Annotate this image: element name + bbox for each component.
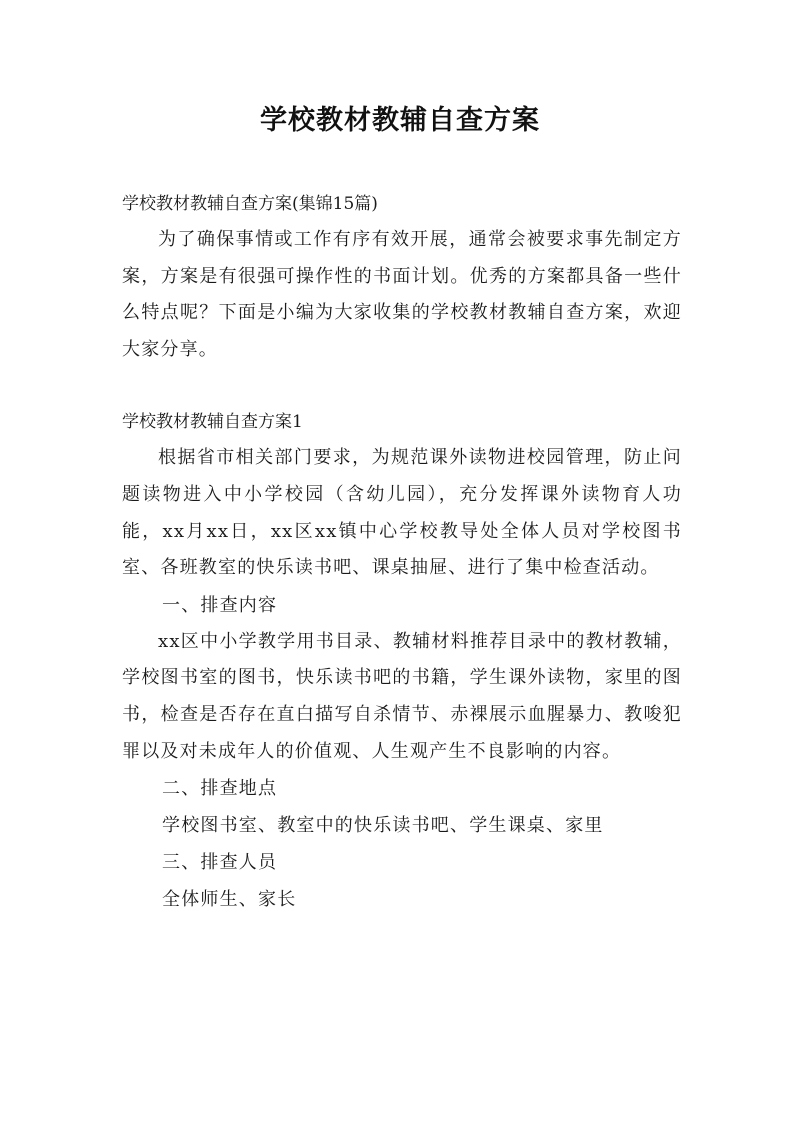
heading-check-content: 一、排查内容 xyxy=(162,594,278,616)
heading-check-location: 二、排查地点 xyxy=(162,778,278,800)
check-location-text: 学校图书室、教室中的快乐读书吧、学生课桌、家里 xyxy=(162,815,604,837)
intro-paragraph: 为了确保事情或工作有序有效开展，通常会被要求事先制定方案，方案是有很强可操作性的书面计划。优秀的方案都具备一些什么特点呢？下面是小编为大家收集的学校教材教辅自查方案，欢迎大家分享。 xyxy=(122,229,682,360)
document-subtitle: 学校教材教辅自查方案(集锦15篇) xyxy=(122,194,378,214)
check-content-paragraph: xx区中小学教学用书目录、教辅材料推荐目录中的教材教辅，学校图书室的图书，快乐读书吧的书籍，学生课外读物，家里的图书，检查是否存在直白描写自杀情节、赤裸展示血腥暴力、教唆犯罪以及对未成年人的价值观、人生观产生不良影响的内容。 xyxy=(122,630,682,762)
section-title-1: 学校教材教辅自查方案1 xyxy=(122,412,303,433)
check-personnel-text: 全体师生、家长 xyxy=(162,889,297,911)
paragraph-gap xyxy=(122,368,682,404)
section-1-paragraph: 根据省市相关部门要求，为规范课外读物进校园管理，防止问题读物进入中小学校园（含幼儿园），充分发挥课外读物育人功能，xx月xx日，xx区xx镇中心学校教导处全体人员对学校图书室、各班教室的快乐读书吧、课桌抽屉、进行了集中检查活动。 xyxy=(122,447,682,579)
heading-check-personnel: 三、排查人员 xyxy=(162,852,278,874)
document-body xyxy=(122,186,682,918)
document-title: 学校教材教辅自查方案 xyxy=(260,105,540,136)
